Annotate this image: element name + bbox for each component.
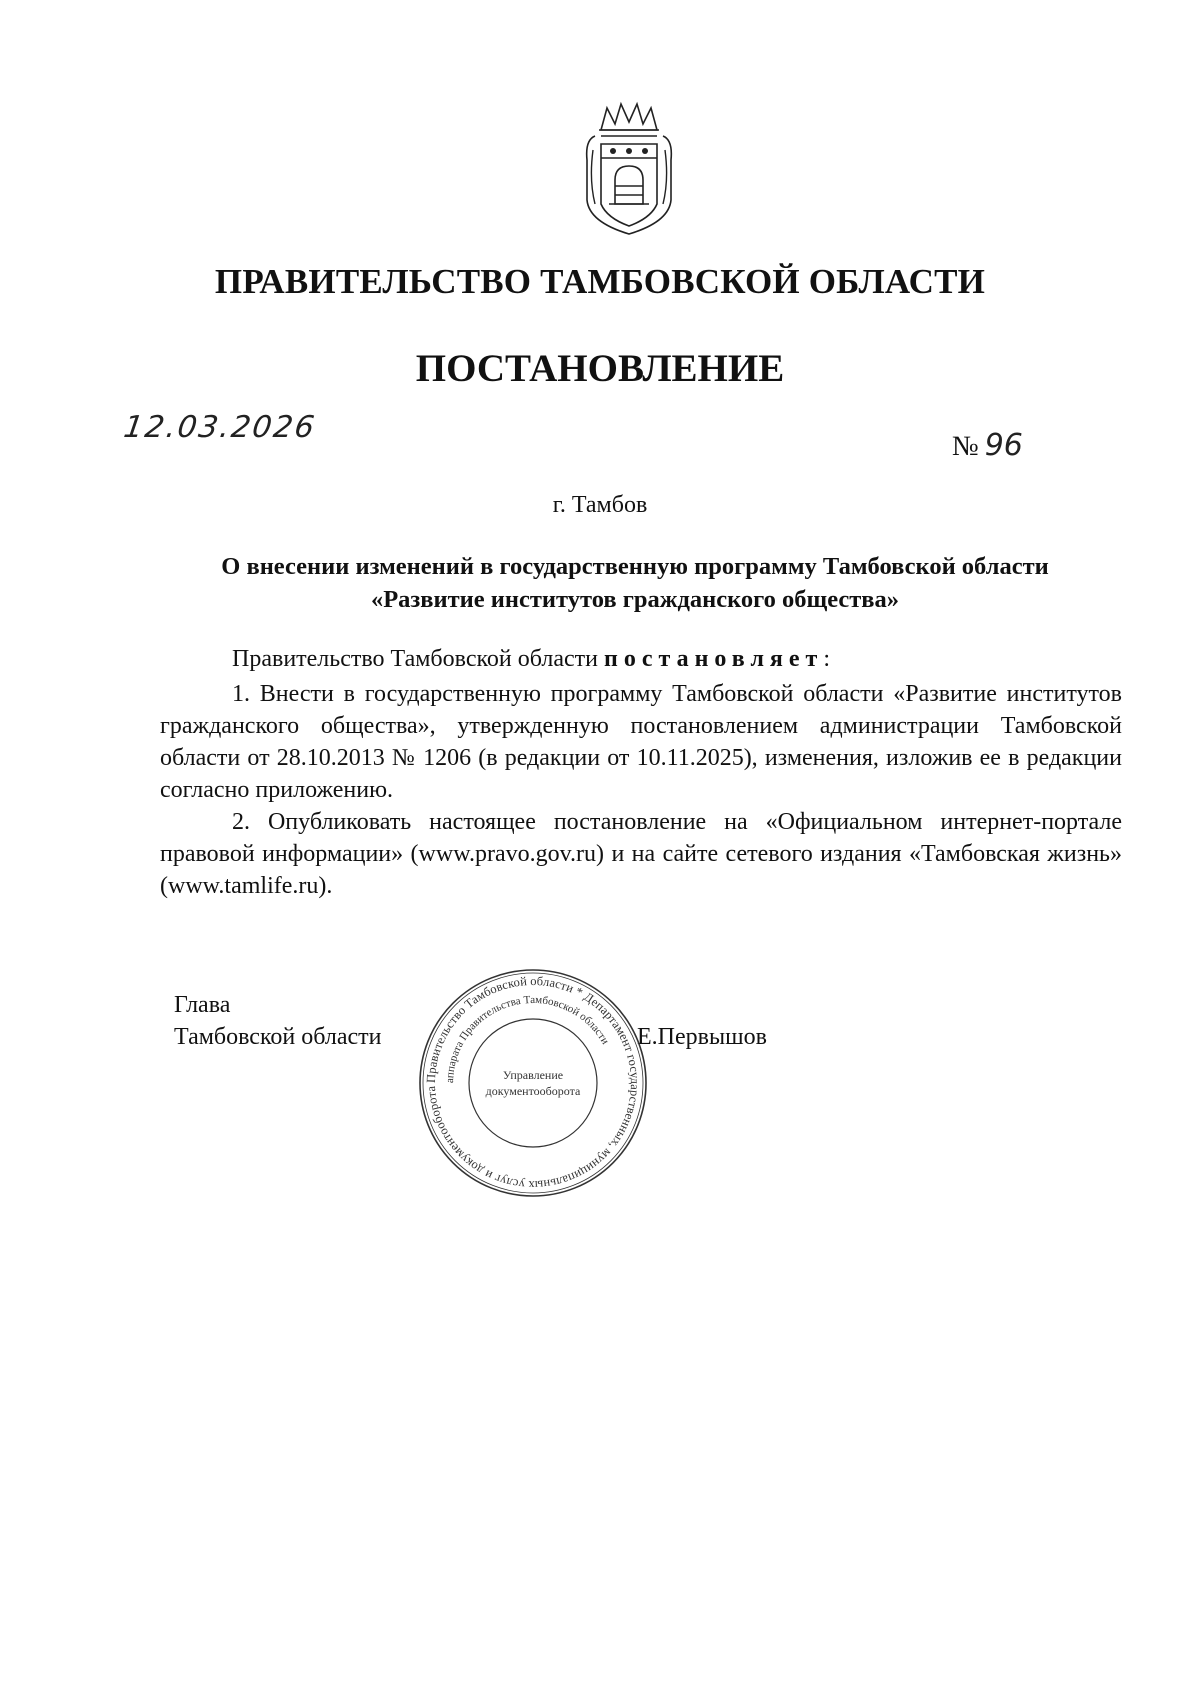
intro-text: Правительство Тамбовской области [232, 646, 604, 672]
subject-line-1: О внесении изменений в государственную программу Тамбовской области [221, 553, 1049, 580]
signatory-name: Е.Первышов [637, 1024, 767, 1050]
stamp-center-line-1: Управление [502, 1068, 564, 1082]
signatory-title-line-1: Глава [174, 992, 231, 1018]
resolution-intro [232, 646, 830, 673]
document-number-block [952, 428, 1023, 463]
intro-verb: постановляет [604, 646, 824, 672]
document-type: ПОСТАНОВЛЕНИЕ [415, 347, 785, 390]
resolution-item-1: 1. Внести в государственную программу Тамбовской области «Развитие институтов гражданского общества», утвержденную постановлением администрации Тамбовской области от 28.10.2013 № 1206 (в редакции от 10.11.2025), изменения, изложив ее в редакции согласно приложению. [160, 681, 1122, 803]
number-sign: № [952, 431, 979, 462]
city-name: г. Тамбов [552, 492, 648, 518]
government-title: ПРАВИТЕЛЬСТВО ТАМБОВСКОЙ ОБЛАСТИ [214, 262, 986, 301]
document-number: 96 [984, 428, 1023, 463]
document-date: 12.03.2026 [121, 410, 319, 445]
subject-line-2: «Развитие институтов гражданского общества» [370, 586, 900, 613]
intro-colon: : [823, 646, 830, 672]
resolution-item-2: 2. Опубликовать настоящее постановление на «Официальном интернет-портале правовой информации» (www.pravo.gov.ru) и на сайте сетевого издания «Тамбовская жизнь» (www.tamlife.ru). [160, 809, 1122, 899]
official-stamp [417, 967, 649, 1199]
document-subject [150, 550, 1120, 616]
signatory-title-line-2: Тамбовской области [174, 1024, 382, 1050]
coat-of-arms-tambov-icon [581, 100, 677, 240]
stamp-outer-text: Правительство Тамбовской области * Департамент государственных, муниципальных услуг и документооборота [423, 973, 643, 1193]
stamp-center-line-2: документооборота [485, 1084, 581, 1098]
stamp-inner-text: аппарата Правительства Тамбовской области [443, 993, 612, 1084]
